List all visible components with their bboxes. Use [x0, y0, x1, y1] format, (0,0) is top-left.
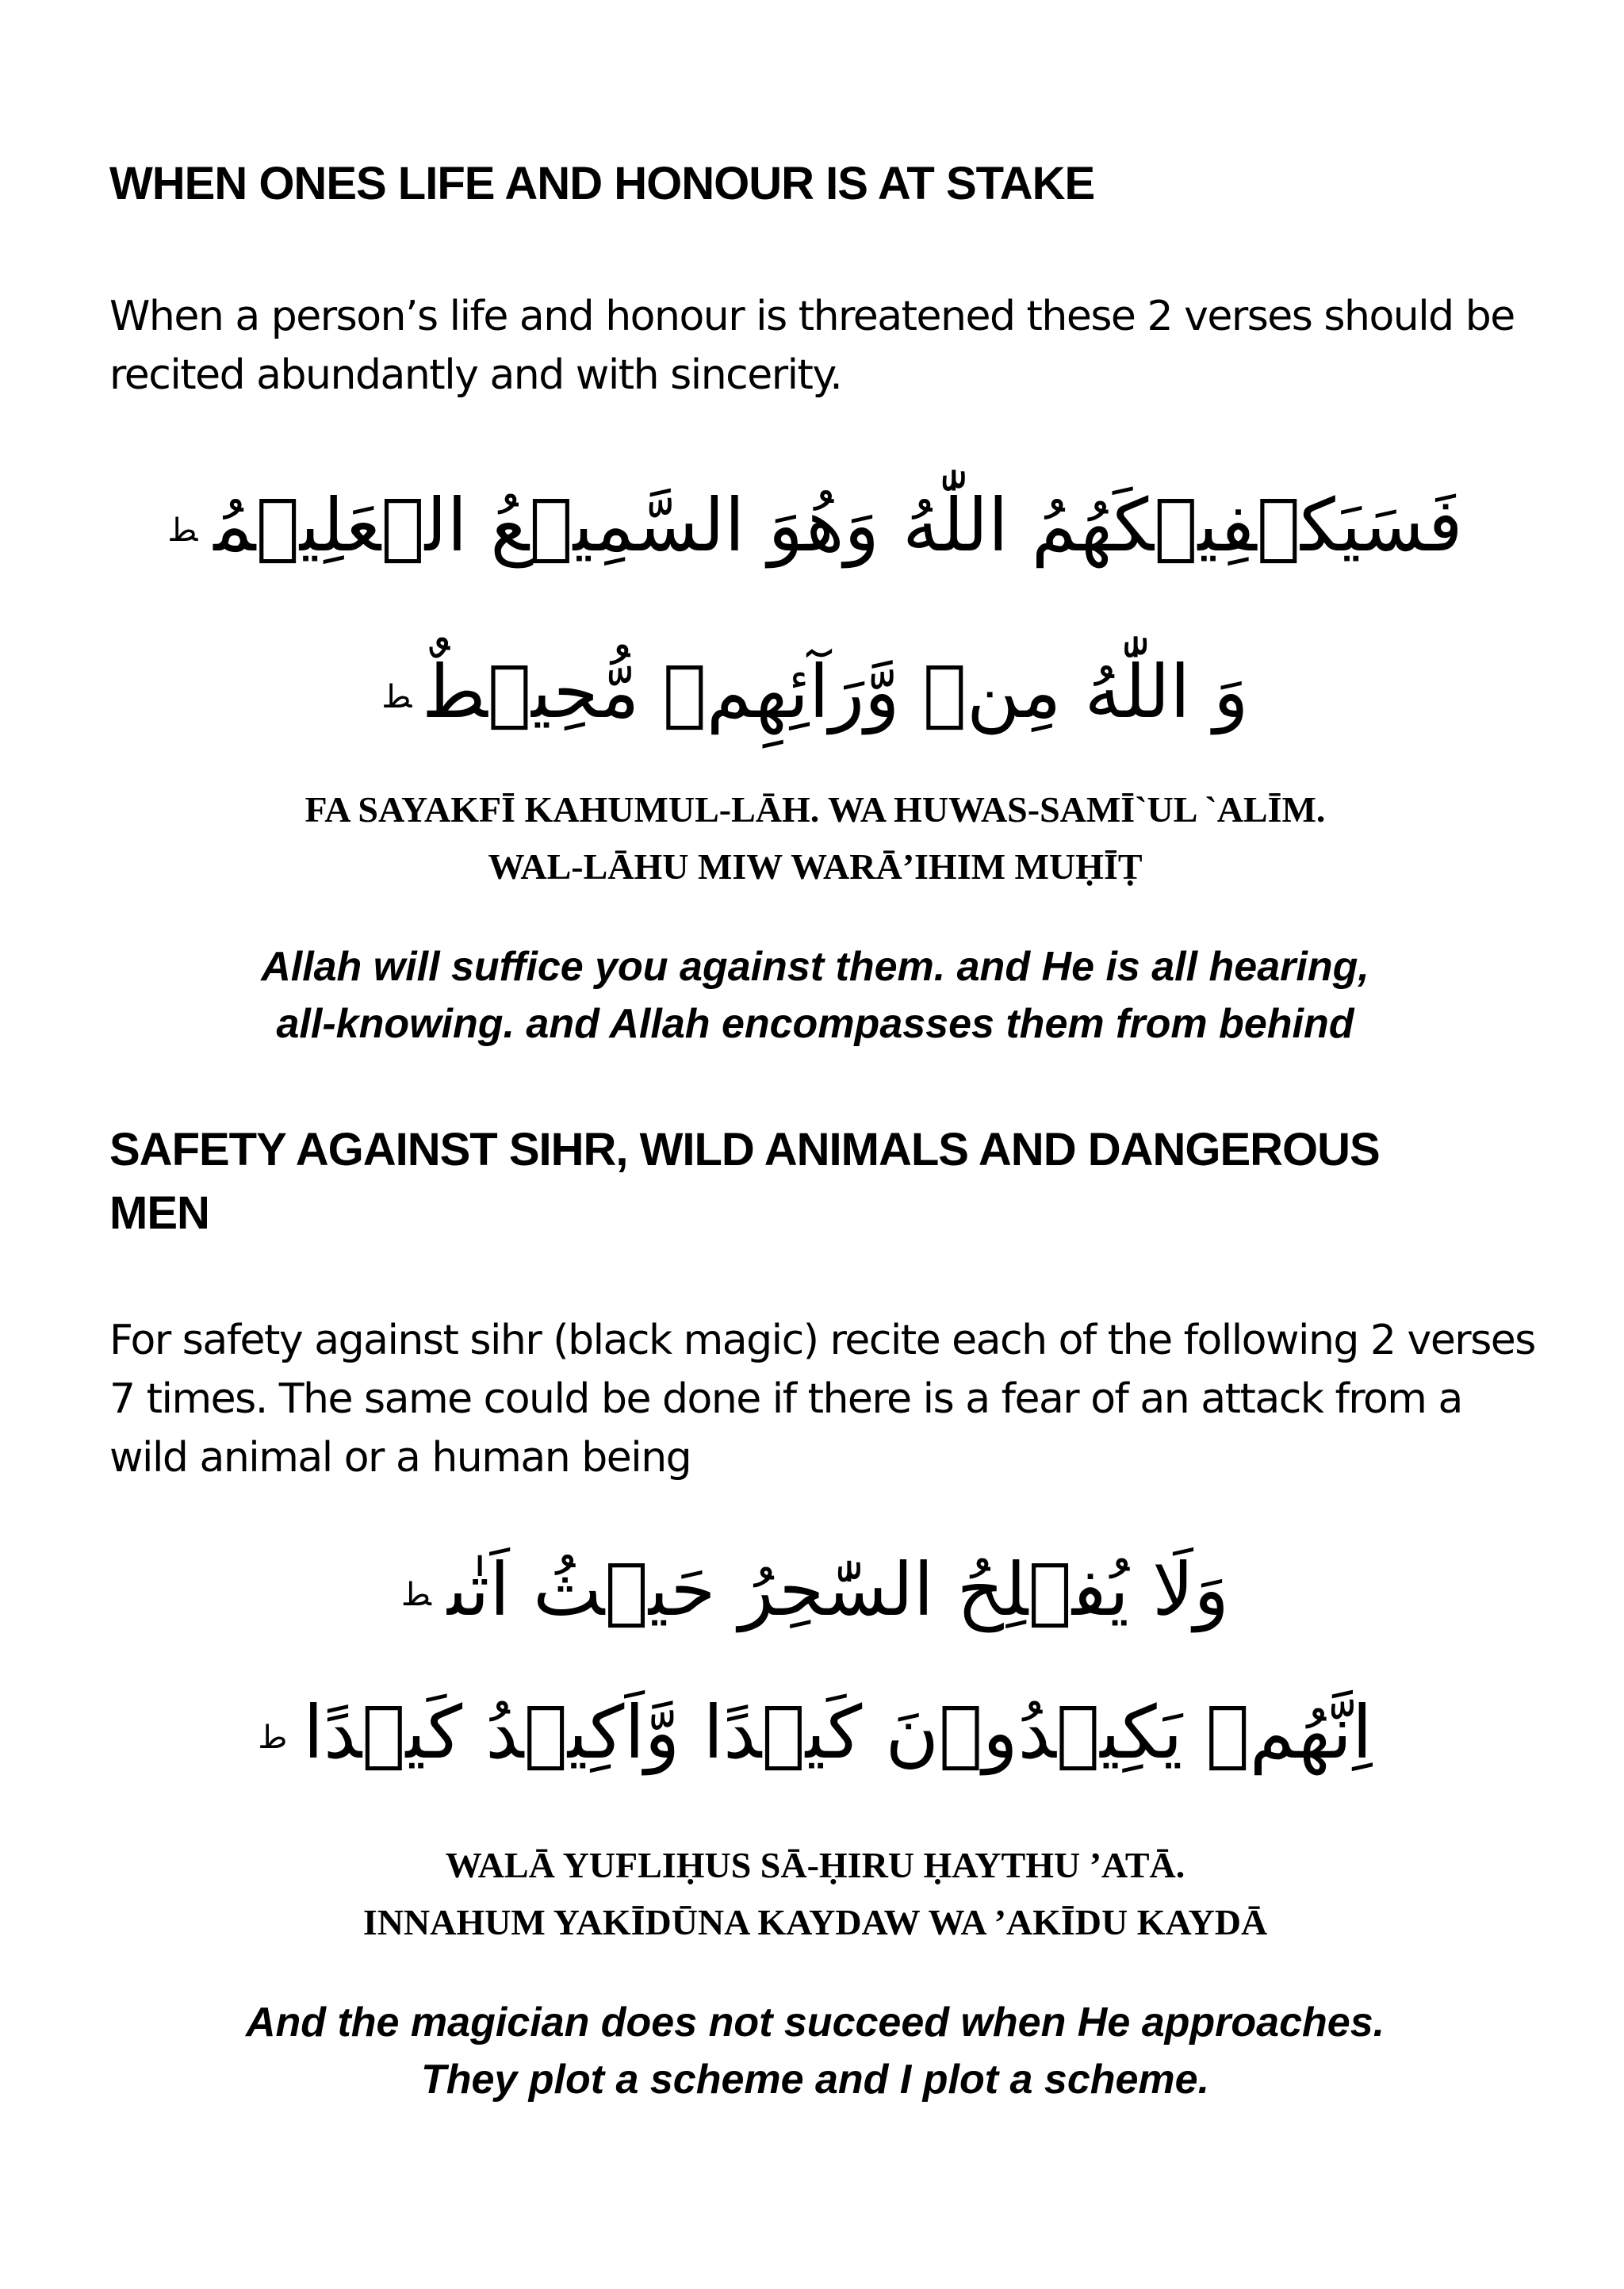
verse-end-mark: ط — [401, 1576, 431, 1613]
section-1-arabic-text-1: فَسَيَكۡفِيۡكَهُمُ اللّٰهُ وَهُوَ السَّمِيۡعُ الۡعَلِيۡمُ — [213, 483, 1463, 568]
section-2-translation — [109, 1994, 1521, 2108]
section-1-heading: WHEN ONES LIFE AND HONOUR IS AT STAKE — [109, 158, 1095, 209]
section-1-arabic-text-2: وَ اللّٰهُ مِنۡ وَّرَآئِهِمۡ مُّحِيۡطٌ — [427, 650, 1249, 734]
section-1-arabic-verse-2 — [109, 641, 1521, 749]
section-2-translation-line-2: They plot a scheme and I plot a scheme. — [420, 2057, 1210, 2103]
section-2-heading — [109, 1118, 1521, 1245]
section-2-transliteration — [109, 1837, 1521, 1951]
section-1-translation-line-2: all-knowing. and Allah encompasses them from behind — [276, 1001, 1354, 1047]
section-2-arabic-text-1: وَلَا يُفۡلِحُ السّٰحِرُ حَيۡثُ اَتٰى — [446, 1547, 1229, 1632]
section-2-description-line-3: wild animal or a human being — [109, 1434, 691, 1482]
section-1-arabic-verse-1 — [109, 474, 1521, 582]
section-2-description — [109, 1311, 1535, 1487]
section-1-transliteration — [109, 781, 1521, 895]
verse-end-mark: ط — [167, 512, 198, 549]
section-1-translation — [109, 938, 1521, 1052]
section-2-arabic-verse-2 — [109, 1681, 1521, 1789]
section-2-arabic-verse-1 — [109, 1539, 1521, 1647]
section-2-description-line-1: For safety against sihr (black magic) recite each of the following 2 verses — [109, 1317, 1535, 1364]
section-2-description-line-2: 7 times. The same could be done if there is a fear of an attack from a — [109, 1375, 1462, 1423]
section-2-transliteration-line-1: WALĀ YUFLIḤUS SĀ-ḤIRU ḤAYTHU ’ATĀ. — [445, 1845, 1185, 1885]
section-2-translation-line-1: And the magician does not succeed when He approaches. — [245, 2000, 1385, 2046]
section-1-translation-line-1: Allah will suffice you against them. and He is all hearing, — [261, 944, 1369, 990]
verse-end-mark: ط — [258, 1719, 288, 1756]
section-1-transliteration-line-1: FA SAYAKFĪ KAHUMUL-LĀH. WA HUWAS-SAMĪ`UL `ALĪM. — [304, 789, 1326, 830]
verse-end-mark: ط — [381, 678, 412, 715]
section-2-transliteration-line-2: INNAHUM YAKĪDŪNA KAYDAW WA ’AKĪDU KAYDĀ — [362, 1902, 1268, 1942]
section-1-description-line-1: When a person’s life and honour is threatened these 2 verses should be — [109, 293, 1515, 340]
section-2-arabic-text-2: اِنَّهُمۡ يَكِيۡدُوۡنَ كَيۡدًا وَّاَكِيۡدُ كَيۡدًا — [303, 1690, 1373, 1775]
section-2-heading-line-2: MEN — [109, 1187, 209, 1239]
section-2-heading-line-1: SAFETY AGAINST SIHR, WILD ANIMALS AND DANGEROUS — [109, 1124, 1380, 1175]
section-1-transliteration-line-2: WAL-LĀHU MIW WARĀ’IHIM MUḤĪṬ — [488, 846, 1143, 887]
section-1-description — [109, 287, 1521, 405]
section-1-description-line-2: recited abundantly and with sincerity. — [109, 351, 842, 399]
